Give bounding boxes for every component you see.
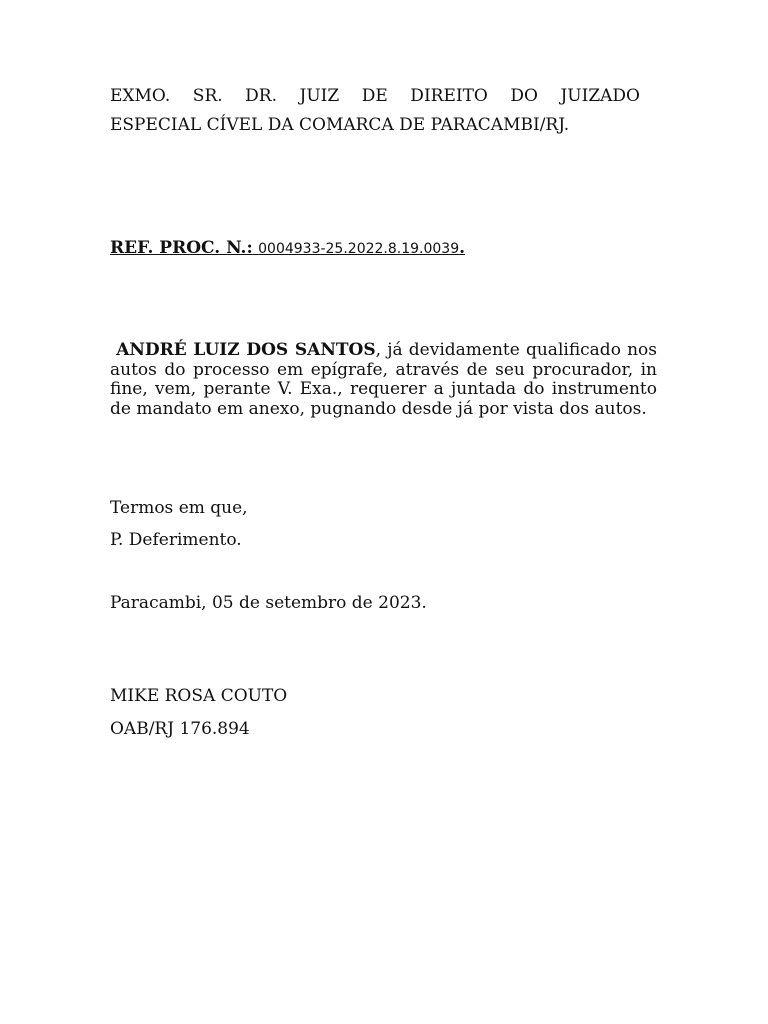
- date-place: Paracambi, 05 de setembro de 2023.: [110, 593, 427, 613]
- signatory-name: MIKE ROSA COUTO: [110, 686, 288, 706]
- process-reference-period: .: [459, 238, 466, 258]
- closing-terms: Termos em que,: [110, 498, 248, 518]
- party-name: ANDRÉ LUIZ DOS SANTOS: [116, 340, 376, 360]
- addressee-line-2: ESPECIAL CÍVEL DA COMARCA DE PARACAMBI/RJ.: [110, 115, 570, 135]
- closing-request: P. Deferimento.: [110, 530, 242, 550]
- petition-body: [110, 341, 657, 419]
- process-number: 0004933-25.2022.8.19.0039: [258, 241, 460, 257]
- petition-text: , já devidamente qualificado nos autos do processo em epígrafe, através de seu procurador, in fine, vem, perante V. Exa., requerer a juntada do instrumento de mandato em anexo, pugnando desde já por vista dos autos.: [110, 340, 658, 419]
- signatory-registration: OAB/RJ 176.894: [110, 719, 250, 739]
- process-reference: [110, 235, 465, 262]
- process-reference-label: REF. PROC. N.:: [110, 238, 253, 258]
- addressee-line-1: EXMO. SR. DR. JUIZ DE DIREITO DO JUIZADO: [110, 86, 640, 106]
